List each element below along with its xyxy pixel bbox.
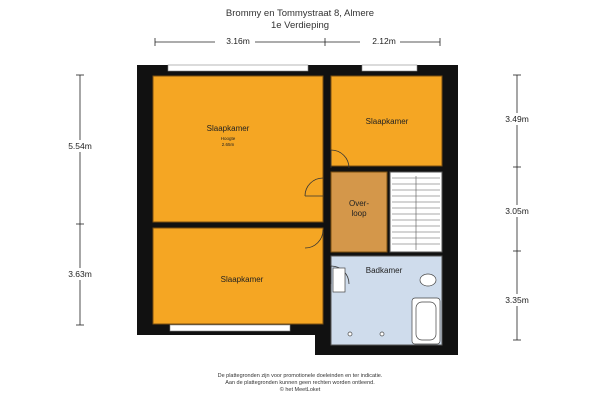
plan-address: Brommy en Tommystraat 8, Almere [225,8,375,19]
label-bedroom-small: Slaapkamer [365,117,409,126]
label-landing-line2: loop [351,209,367,218]
label-bedroom-main: Slaapkamer [206,124,250,133]
washbasin-icon [333,268,345,292]
label-bathroom: Badkamer [365,266,403,275]
label-bedroom-bottom: Slaapkamer [220,275,264,284]
footer-line-2: Aan de plattegronden kunnen geen rechten worden ontleend. [225,380,375,386]
dim-top-right: 2.12m [372,36,396,46]
label-height-value: 2.65m [221,142,235,147]
plan-floor-label: 1e Verdieping [270,20,330,31]
dim-left-bottom: 3.63m [68,269,92,279]
dim-right-mid: 3.05m [505,206,529,216]
dim-right-top: 3.49m [505,114,529,124]
label-landing-line1: Over- [349,199,369,208]
toilet-icon [420,274,436,286]
label-height-caption: Hoogte [220,136,236,141]
dim-right-bottom: 3.35m [505,295,529,305]
dim-left-top: 5.54m [68,141,92,151]
footer-line-3: © het MeetLoket [279,387,321,393]
room-bedroom-main [153,76,323,222]
dimension-left [76,75,84,325]
dim-top-left: 3.16m [226,36,250,46]
footer-line-1: De plattegronden zijn voor promotionele doeleinden en ter indicatie. [217,373,383,379]
